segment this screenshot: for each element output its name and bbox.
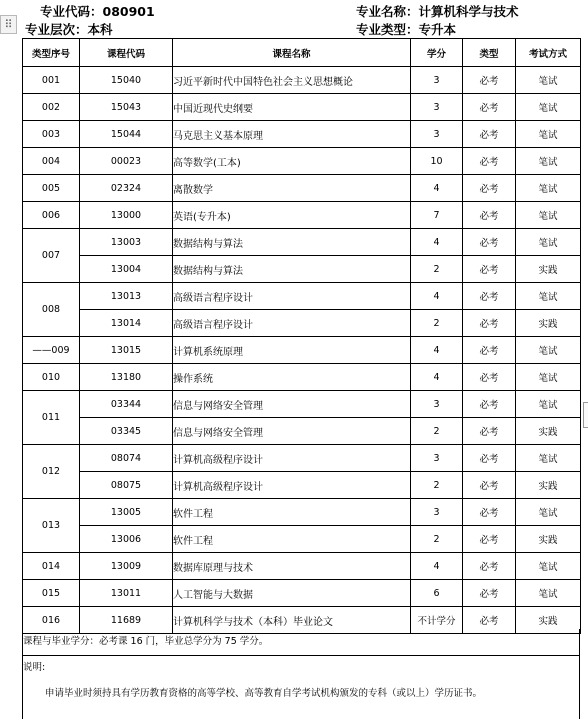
code-cell: 13011	[80, 580, 173, 607]
kind-cell: 必考	[463, 202, 516, 229]
col-header-code: 课程代码	[80, 39, 173, 67]
kind-cell: 必考	[463, 391, 516, 418]
table-row	[23, 391, 581, 418]
table-row	[23, 364, 581, 391]
name-cell: 习近平新时代中国特色社会主义思想概论	[173, 67, 411, 94]
name-cell: 软件工程	[173, 499, 411, 526]
exam-cell: 笔试	[516, 202, 581, 229]
exam-cell: 实践	[516, 418, 581, 445]
table-row	[23, 580, 581, 607]
name-cell: 数据库原理与技术	[173, 553, 411, 580]
exam-cell: 笔试	[516, 175, 581, 202]
exam-cell: 笔试	[516, 94, 581, 121]
seq-cell: 015	[23, 580, 80, 607]
kind-cell: 必考	[463, 121, 516, 148]
exam-cell: 笔试	[516, 337, 581, 364]
credit-summary: 课程与毕业学分：必考课 16 门，毕业总学分为 75 学分。	[23, 629, 579, 656]
credit-cell: 2	[411, 256, 463, 283]
credit-cell: 4	[411, 553, 463, 580]
code-cell: 02324	[80, 175, 173, 202]
credit-cell: 4	[411, 337, 463, 364]
credit-cell: 2	[411, 418, 463, 445]
code-cell: 13014	[80, 310, 173, 337]
kind-cell: 必考	[463, 67, 516, 94]
seq-cell: ——009	[23, 337, 80, 364]
code-cell: 03344	[80, 391, 173, 418]
major-name: 专业名称：计算机科学与技术	[356, 4, 519, 19]
kind-cell: 必考	[463, 94, 516, 121]
seq-cell: 003	[23, 121, 80, 148]
table-row	[23, 94, 581, 121]
exam-cell: 笔试	[516, 229, 581, 256]
table-row	[23, 67, 581, 94]
name-cell: 信息与网络安全管理	[173, 418, 411, 445]
table-row	[23, 256, 581, 283]
exam-cell: 笔试	[516, 67, 581, 94]
credit-cell: 2	[411, 526, 463, 553]
credit-cell: 4	[411, 364, 463, 391]
seq-cell: 008	[23, 283, 80, 337]
name-cell: 数据结构与算法	[173, 256, 411, 283]
name-cell: 高等数学(工本)	[173, 148, 411, 175]
table-row	[23, 418, 581, 445]
major-type: 专业类型：专升本	[356, 22, 457, 37]
exam-cell: 实践	[516, 472, 581, 499]
kind-cell: 必考	[463, 553, 516, 580]
credit-cell: 3	[411, 67, 463, 94]
kind-cell: 必考	[463, 526, 516, 553]
kind-cell: 必考	[463, 229, 516, 256]
code-cell: 13005	[80, 499, 173, 526]
seq-cell: 007	[23, 229, 80, 283]
code-cell: 13009	[80, 553, 173, 580]
credit-cell: 2	[411, 472, 463, 499]
credit-cell: 2	[411, 310, 463, 337]
name-cell: 计算机系统原理	[173, 337, 411, 364]
code-cell: 13013	[80, 283, 173, 310]
major-level: 专业层次：本科	[25, 22, 113, 37]
kind-cell: 必考	[463, 445, 516, 472]
exam-cell: 笔试	[516, 148, 581, 175]
table-row	[23, 202, 581, 229]
table-footer	[22, 629, 580, 719]
col-header-seq: 类型序号	[23, 39, 80, 67]
kind-cell: 必考	[463, 499, 516, 526]
seq-cell: 010	[23, 364, 80, 391]
exam-cell: 实践	[516, 256, 581, 283]
table-row	[23, 526, 581, 553]
seq-cell: 011	[23, 391, 80, 445]
table-row	[23, 445, 581, 472]
col-header-credit: 学分	[411, 39, 463, 67]
code-cell: 13006	[80, 526, 173, 553]
code-cell: 13004	[80, 256, 173, 283]
exam-cell: 实践	[516, 310, 581, 337]
table-row	[23, 283, 581, 310]
kind-cell: 必考	[463, 580, 516, 607]
kind-cell: 必考	[463, 472, 516, 499]
credit-cell: 3	[411, 391, 463, 418]
table-header-row	[23, 39, 581, 67]
name-cell: 数据结构与算法	[173, 229, 411, 256]
note-label: 说明:	[23, 662, 46, 673]
exam-cell: 笔试	[516, 391, 581, 418]
name-cell: 马克思主义基本原理	[173, 121, 411, 148]
name-cell: 计算机高级程序设计	[173, 472, 411, 499]
code-cell: 03345	[80, 418, 173, 445]
code-cell: 15044	[80, 121, 173, 148]
seq-cell: 002	[23, 94, 80, 121]
kind-cell: 必考	[463, 310, 516, 337]
exam-cell: 笔试	[516, 364, 581, 391]
exam-cell: 实践	[516, 526, 581, 553]
table-row	[23, 337, 581, 364]
name-cell: 操作系统	[173, 364, 411, 391]
kind-cell: 必考	[463, 175, 516, 202]
code-cell: 15043	[80, 94, 173, 121]
kind-cell: 必考	[463, 364, 516, 391]
name-cell: 信息与网络安全管理	[173, 391, 411, 418]
note-text: 申请毕业时须持具有学历教育资格的高等学校、高等教育自学考试机构颁发的专科（或以上）学历证书。	[45, 688, 483, 699]
code-cell: 13000	[80, 202, 173, 229]
exam-cell: 笔试	[516, 553, 581, 580]
credit-cell: 3	[411, 499, 463, 526]
side-scroll-tab[interactable]	[583, 402, 588, 428]
col-header-exam: 考试方式	[516, 39, 581, 67]
exam-cell: 笔试	[516, 445, 581, 472]
table-row	[23, 499, 581, 526]
kind-cell: 必考	[463, 337, 516, 364]
exam-cell: 笔试	[516, 580, 581, 607]
credit-cell: 4	[411, 229, 463, 256]
kind-cell: 必考	[463, 283, 516, 310]
credit-cell: 不计学分	[411, 607, 463, 634]
table-row	[23, 175, 581, 202]
code-cell: 13180	[80, 364, 173, 391]
col-header-kind: 类型	[463, 39, 516, 67]
table-row	[23, 148, 581, 175]
name-cell: 英语(专升本)	[173, 202, 411, 229]
table-row	[23, 472, 581, 499]
seq-cell: 006	[23, 202, 80, 229]
table-row	[23, 229, 581, 256]
seq-cell: 001	[23, 67, 80, 94]
code-cell: 00023	[80, 148, 173, 175]
kind-cell: 必考	[463, 607, 516, 634]
exam-cell: 笔试	[516, 499, 581, 526]
exam-cell: 实践	[516, 607, 581, 634]
seq-cell: 004	[23, 148, 80, 175]
credit-cell: 3	[411, 94, 463, 121]
name-cell: 软件工程	[173, 526, 411, 553]
name-cell: 计算机高级程序设计	[173, 445, 411, 472]
credit-cell: 4	[411, 283, 463, 310]
seq-cell: 014	[23, 553, 80, 580]
code-cell: 08075	[80, 472, 173, 499]
major-code: 专业代码：080901	[40, 4, 155, 19]
name-cell: 高级语言程序设计	[173, 310, 411, 337]
exam-cell: 笔试	[516, 283, 581, 310]
credit-cell: 10	[411, 148, 463, 175]
name-cell: 中国近现代史纲要	[173, 94, 411, 121]
name-cell: 高级语言程序设计	[173, 283, 411, 310]
credit-cell: 4	[411, 175, 463, 202]
course-table	[22, 38, 581, 634]
seq-cell: 012	[23, 445, 80, 499]
kind-cell: 必考	[463, 256, 516, 283]
name-cell: 离散数学	[173, 175, 411, 202]
exam-cell: 笔试	[516, 121, 581, 148]
col-header-name: 课程名称	[173, 39, 411, 67]
table-row	[23, 310, 581, 337]
credit-cell: 3	[411, 445, 463, 472]
seq-cell: 005	[23, 175, 80, 202]
code-cell: 15040	[80, 67, 173, 94]
seq-cell: 016	[23, 607, 80, 634]
credit-cell: 6	[411, 580, 463, 607]
table-row	[23, 121, 581, 148]
credit-cell: 3	[411, 121, 463, 148]
seq-cell: 013	[23, 499, 80, 553]
credit-cell: 7	[411, 202, 463, 229]
kind-cell: 必考	[463, 148, 516, 175]
code-cell: 08074	[80, 445, 173, 472]
name-cell: 人工智能与大数据	[173, 580, 411, 607]
table-row	[23, 553, 581, 580]
name-cell: 计算机科学与技术（本科）毕业论文	[173, 607, 411, 634]
drag-handle-icon[interactable]: ⠿	[0, 15, 17, 34]
code-cell: 13015	[80, 337, 173, 364]
kind-cell: 必考	[463, 418, 516, 445]
code-cell: 13003	[80, 229, 173, 256]
code-cell: 11689	[80, 607, 173, 634]
